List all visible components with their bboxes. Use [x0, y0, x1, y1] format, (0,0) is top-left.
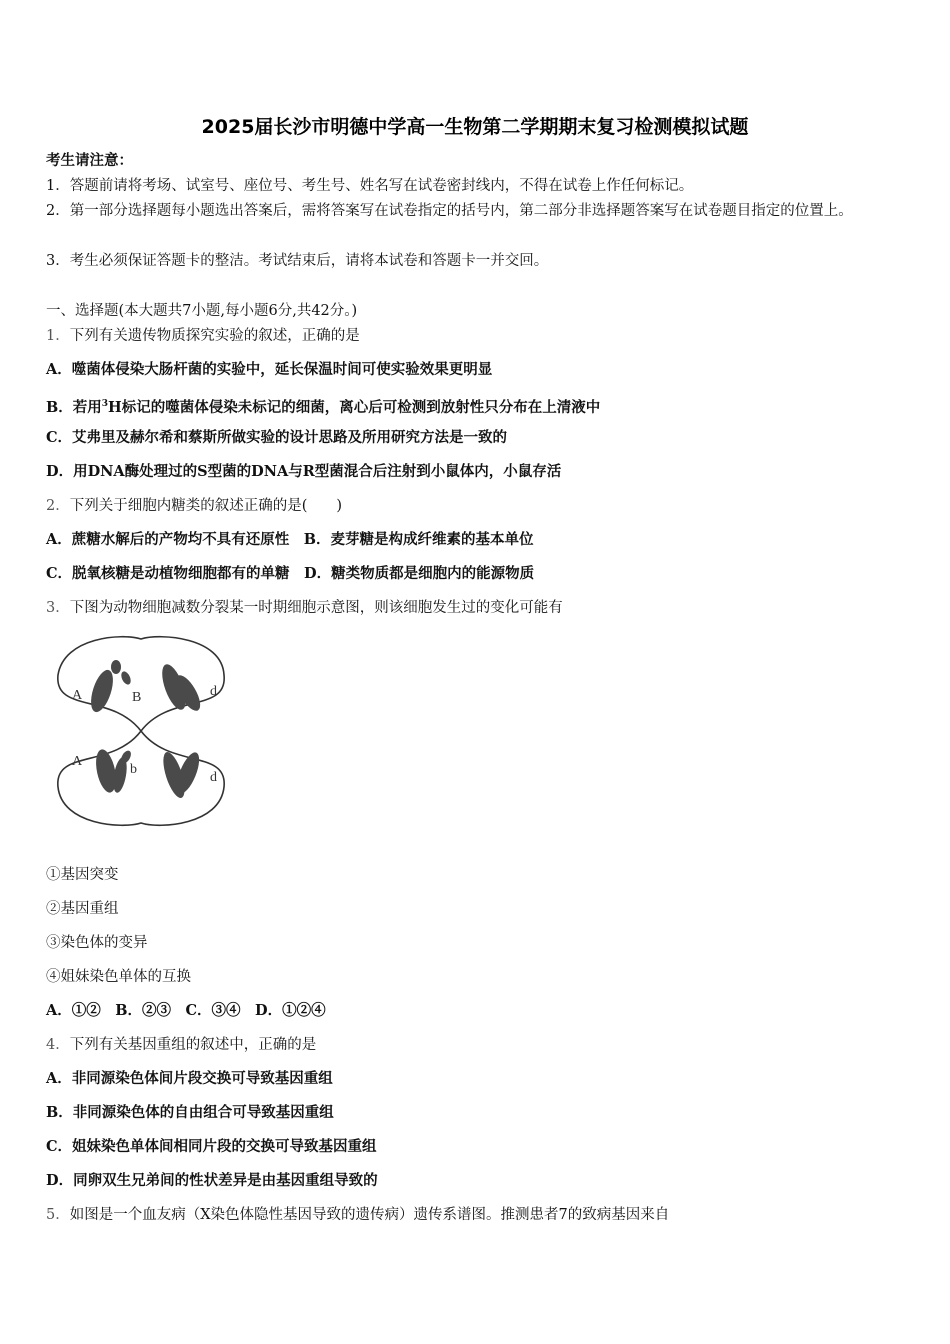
label-gene-d-bottom: d	[210, 770, 217, 785]
chromosome-top-left	[87, 660, 133, 715]
section-heading: 一、选择题(本大题共7小题,每小题6分,共42分。)	[46, 303, 358, 319]
label-gene-d-top: d	[210, 684, 217, 699]
label-gene-b-bottom: b	[130, 762, 137, 777]
chromosome-bottom-right	[159, 750, 204, 801]
notice-item-1: 1．答题前请将考场、试室号、座位号、考生号、姓名写在试卷密封线内，不得在试卷上作任何标记。	[46, 178, 694, 194]
question-number: 3．	[46, 600, 70, 616]
q3-options: A．①② B．②③ C．③④ D．①②④	[46, 1002, 326, 1019]
question-stem: 下列关于细胞内糖类的叙述正确的是( )	[69, 498, 343, 514]
q3-item-1: ①基因突变	[46, 867, 119, 883]
q3-item-2: ②基因重组	[46, 901, 119, 917]
label-gene-a-top: A	[72, 688, 83, 703]
q3-item-4: ④姐妹染色单体的互换	[46, 969, 191, 985]
question-1	[46, 326, 360, 346]
question-stem: 如图是一个血友病（X染色体隐性基因导致的遗传病）遗传系谱图。推测患者7的致病基因来自	[69, 1207, 670, 1223]
q4-option-b: B．非同源染色体的自由组合可导致基因重组	[46, 1104, 334, 1121]
q1-option-c: C．艾弗里及赫尔希和蔡斯所做实验的设计思路及所用研究方法是一致的	[46, 429, 508, 446]
cell-membrane	[58, 637, 224, 826]
question-number: 4．	[46, 1037, 70, 1053]
q1-option-b	[46, 394, 600, 418]
question-stem: 下列有关遗传物质探究实验的叙述，正确的是	[69, 328, 360, 344]
question-5	[46, 1205, 669, 1225]
q4-option-c: C．姐妹染色单体间相同片段的交换可导致基因重组	[46, 1138, 377, 1155]
q4-option-d: D．同卵双生兄弟间的性状差异是由基因重组导致的	[46, 1172, 378, 1189]
q1-option-b-prefix: B．若用	[46, 398, 102, 416]
question-3	[46, 598, 563, 618]
q1-option-a: A．噬菌体侵染大肠杆菌的实验中，延长保温时间可使实验效果更明显	[46, 361, 493, 378]
notice-item-3: 3．考生必须保证答题卡的整洁。考试结束后，请将本试卷和答题卡一并交回。	[46, 253, 549, 269]
q3-item-3: ③染色体的变异	[46, 935, 148, 951]
question-number: 1．	[46, 328, 70, 344]
q1-option-b-superscript: 3	[101, 399, 109, 409]
question-4	[46, 1035, 316, 1055]
chromosome-bottom-left	[93, 748, 133, 795]
label-gene-a-bottom: A	[72, 754, 83, 769]
question-2	[46, 496, 342, 516]
q1-option-b-text: H标记的噬菌体侵染未标记的细菌，离心后可检测到放射性只分布在上清液中	[108, 398, 601, 416]
page-title: 2025届长沙市明德中学高一生物第二学期期末复习检测模拟试题	[201, 116, 749, 138]
chromosome-top-right	[157, 661, 205, 714]
q2-options-ab: A．蔗糖水解后的产物均不具有还原性 B．麦芽糖是构成纤维素的基本单位	[46, 531, 534, 548]
q2-options-cd: C．脱氧核糖是动植物细胞都有的单糖 D．糖类物质都是细胞内的能源物质	[46, 565, 535, 582]
label-gene-b-top: B	[132, 690, 142, 705]
question-number: 2．	[46, 498, 70, 514]
notice-item-2: 2．第一部分选择题每小题选出答案后，需将答案写在试卷指定的括号内，第二部分非选择题答案写在试卷题目指定的位置上。	[46, 203, 853, 219]
q4-option-a: A．非同源染色体间片段交换可导致基因重组	[46, 1070, 333, 1087]
question-stem: 下图为动物细胞减数分裂某一时期细胞示意图，则该细胞发生过的变化可能有	[69, 600, 563, 616]
q1-option-d: D．用DNA酶处理过的S型菌的DNA与R型菌混合后注射到小鼠体内，小鼠存活	[46, 463, 562, 480]
cell-division-figure	[52, 633, 230, 829]
question-stem: 下列有关基因重组的叙述中，正确的是	[69, 1037, 317, 1053]
notice-heading: 考生请注意：	[46, 152, 133, 169]
question-number: 5．	[46, 1207, 70, 1223]
